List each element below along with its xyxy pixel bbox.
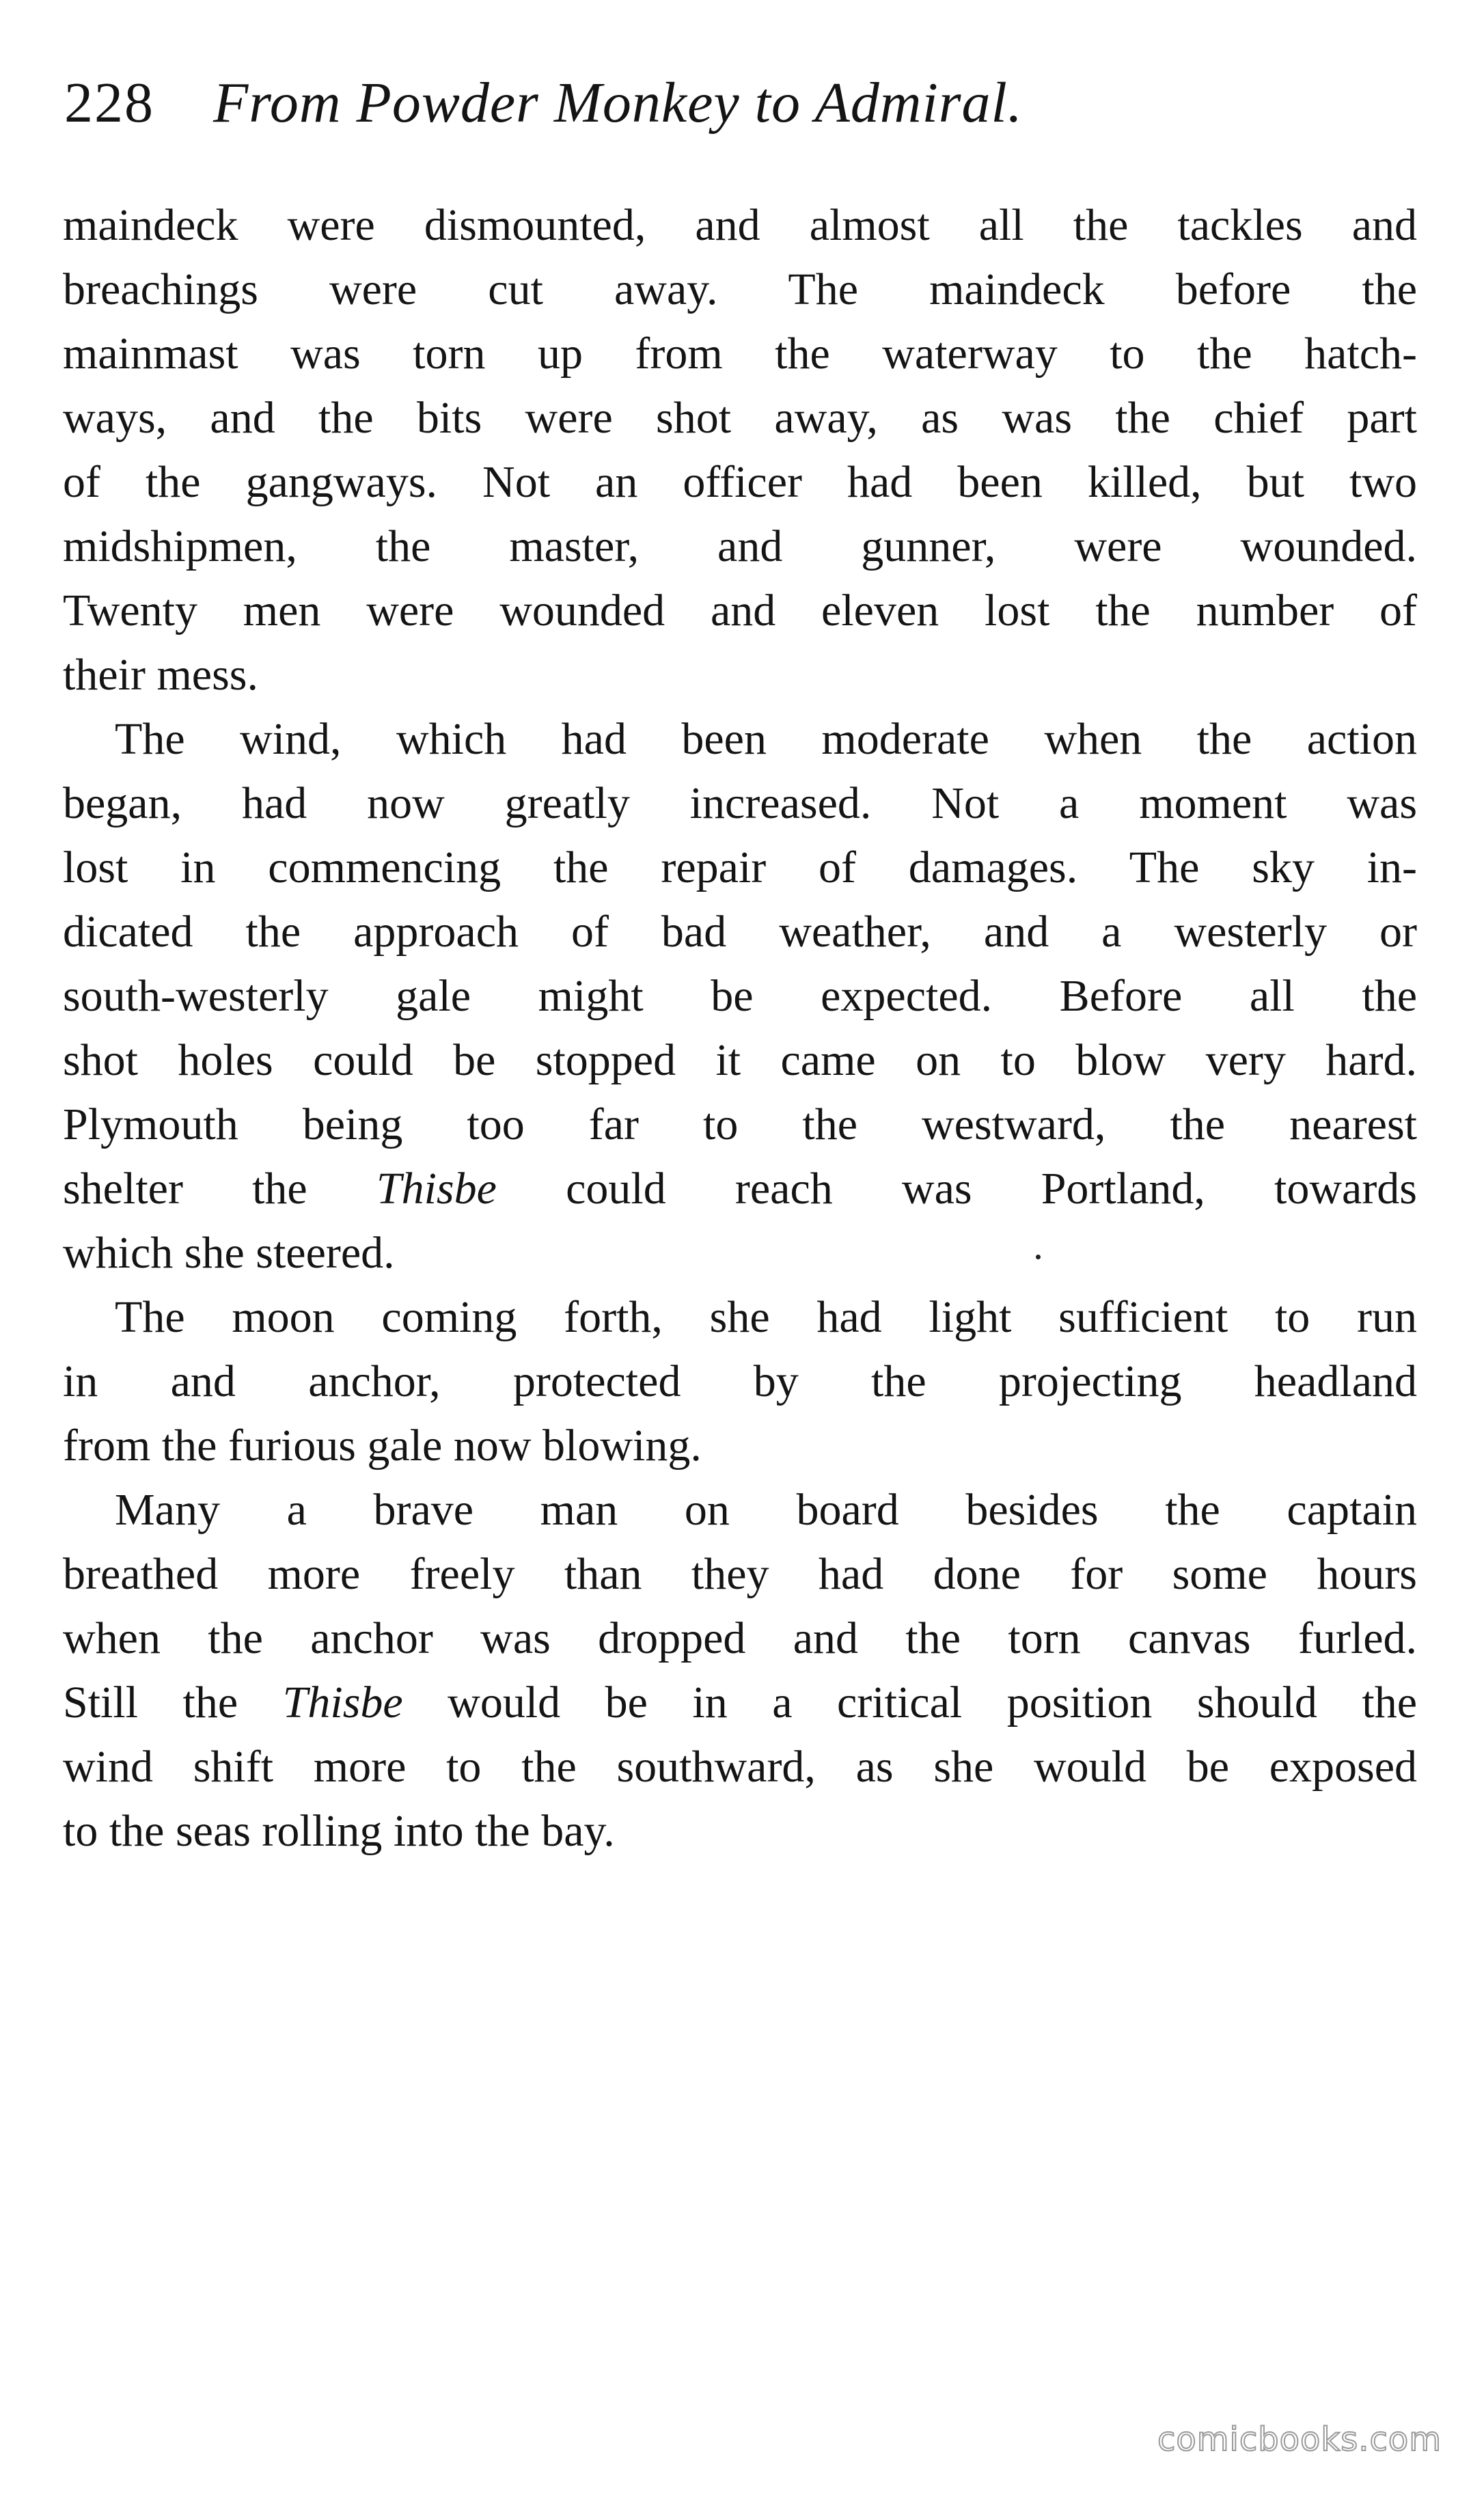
text-line: midshipmen, the master, and gunner, were wounded.: [63, 521, 1417, 571]
print-speck: [1036, 1255, 1041, 1259]
ship-name: Thisbe: [282, 1678, 403, 1727]
text-line: to the seas rolling into the bay.: [63, 1806, 615, 1856]
text-line: Many a brave man on board besides the captain: [115, 1485, 1417, 1535]
text-line: Twenty men were wounded and eleven lost the number of: [63, 586, 1417, 636]
paragraph: [63, 193, 1417, 707]
text-line: mainmast was torn up from the waterway to the hatch-: [63, 329, 1417, 379]
text-segment: shelter the: [63, 1164, 376, 1214]
paragraph: [63, 1285, 1417, 1478]
text-line: from the furious gale now blowing.: [63, 1421, 702, 1471]
text-line: which she steered.: [63, 1228, 395, 1278]
page-number: 228: [64, 71, 154, 135]
body-text: [63, 193, 1417, 1863]
ship-name: Thisbe: [376, 1164, 497, 1214]
text-line: wind shift more to the southward, as she would be exposed: [63, 1742, 1417, 1792]
text-line: when the anchor was dropped and the torn canvas furled.: [63, 1613, 1417, 1663]
text-segment: Still the: [63, 1678, 283, 1727]
text-line: [63, 1157, 1417, 1221]
running-head: [64, 66, 1402, 141]
text-line: ways, and the bits were shot away, as was the chief part: [63, 393, 1417, 443]
text-line: The moon coming forth, she had light sufficient to run: [115, 1292, 1417, 1342]
text-line: dicated the approach of bad weather, and a westerly or: [63, 907, 1417, 957]
text-line: shot holes could be stopped it came on to blow very hard.: [63, 1035, 1417, 1085]
text-segment: could reach was Portland, towards: [496, 1164, 1417, 1214]
text-line: began, had now greatly increased. Not a moment was: [63, 778, 1417, 828]
paragraph: [63, 1478, 1417, 1863]
text-line: The wind, which had been moderate when the action: [115, 714, 1417, 764]
watermark-logo: comicbooks.com: [1157, 2420, 1442, 2459]
text-line: lost in commencing the repair of damages. The sky in-: [63, 843, 1417, 892]
text-line: their mess.: [63, 650, 258, 700]
text-line: in and anchor, protected by the projecting headland: [63, 1356, 1417, 1406]
text-line: south-westerly gale might be expected. Before all the: [63, 971, 1417, 1021]
text-line: breathed more freely than they had done for some hours: [63, 1549, 1417, 1599]
paragraph: [63, 707, 1417, 1285]
book-title: From Powder Monkey to Admiral.: [213, 71, 1023, 135]
text-line: [63, 1671, 1417, 1735]
text-line: Plymouth being too far to the westward, the nearest: [63, 1099, 1417, 1149]
text-line: breachings were cut away. The maindeck before the: [63, 264, 1417, 314]
text-line: of the gangways. Not an officer had been killed, but two: [63, 457, 1417, 507]
text-segment: would be in a critical position should the: [402, 1678, 1418, 1727]
text-line: maindeck were dismounted, and almost all the tackles and: [63, 200, 1417, 250]
